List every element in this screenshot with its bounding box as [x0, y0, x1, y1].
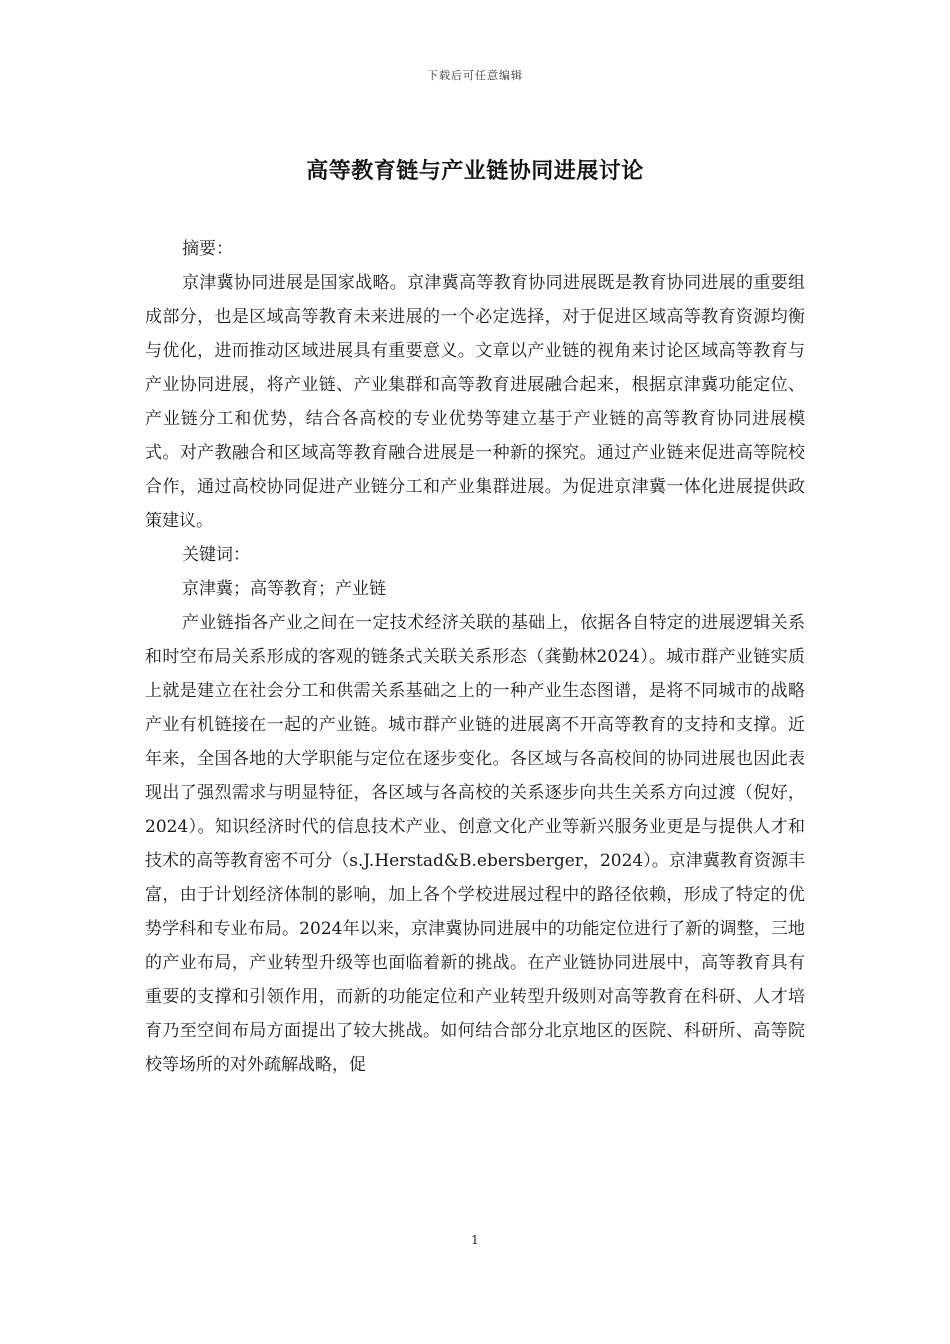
document-body	[145, 232, 805, 1082]
body-paragraph: 产业链指各产业之间在一定技术经济关联的基础上，依据各自特定的进展逻辑关系和时空布局关系形成的客观的链条式关联关系形态（龚勤林2024）。城市群产业链实质上就是建立在社会分工和供需关系基础之上的一种产业生态图谱，是将不同城市的战略产业有机链接在一起的产业链。城市群产业链的进展离不开高等教育的支持和支撑。近年来，全国各地的大学职能与定位在逐步变化。各区域与各高校间的协同进展也因此表现出了强烈需求与明显特征，各区域与各高校的关系逐步向共生关系方向过渡（倪好，2024）。知识经济时代的信息技术产业、创意文化产业等新兴服务业更是与提供人才和技术的高等教育密不可分（s.J.Herstad&B.ebersberger，2024）。京津冀教育资源丰富，由于计划经济体制的影响，加上各个学校进展过程中的路径依赖，形成了特定的优势学科和专业布局。2024年以来，京津冀协同进展中的功能定位进行了新的调整，三地的产业布局，产业转型升级等也面临着新的挑战。在产业链协同进展中，高等教育具有重要的支撑和引领作用，而新的功能定位和产业转型升级则对高等教育在科研、人才培育乃至空间布局方面提出了较大挑战。如何结合部分北京地区的医院、科研所、高等院校等场所的对外疏解战略，促	[145, 613, 805, 1075]
page-number: 1	[471, 1233, 479, 1247]
abstract-paragraph: 京津冀协同进展是国家战略。京津冀高等教育协同进展既是教育协同进展的重要组成部分，也是区域高等教育未来进展的一个必定选择，对于促进区域高等教育资源均衡与优化，进而推动区域进展具有重要意义。文章以产业链的视角来讨论区域高等教育与产业协同进展，将产业链、产业集群和高等教育进展融合起来，根据京津冀功能定位、产业链分工和优势，结合各高校的专业优势等建立基于产业链的高等教育协同进展模式。对产教融合和区域高等教育融合进展是一种新的探究。通过产业链来促进高等院校合作，通过高校协同促进产业链分工和产业集群进展。为促进京津冀一体化进展提供政策建议。	[145, 273, 805, 531]
keywords-text: 京津冀；高等教育；产业链	[182, 579, 386, 599]
abstract-label: 摘要：	[182, 239, 233, 259]
keywords-label: 关键词：	[182, 545, 250, 565]
page-header: 下载后可任意编辑	[427, 69, 523, 82]
document-title: 高等教育链与产业链协同进展讨论	[306, 159, 644, 184]
